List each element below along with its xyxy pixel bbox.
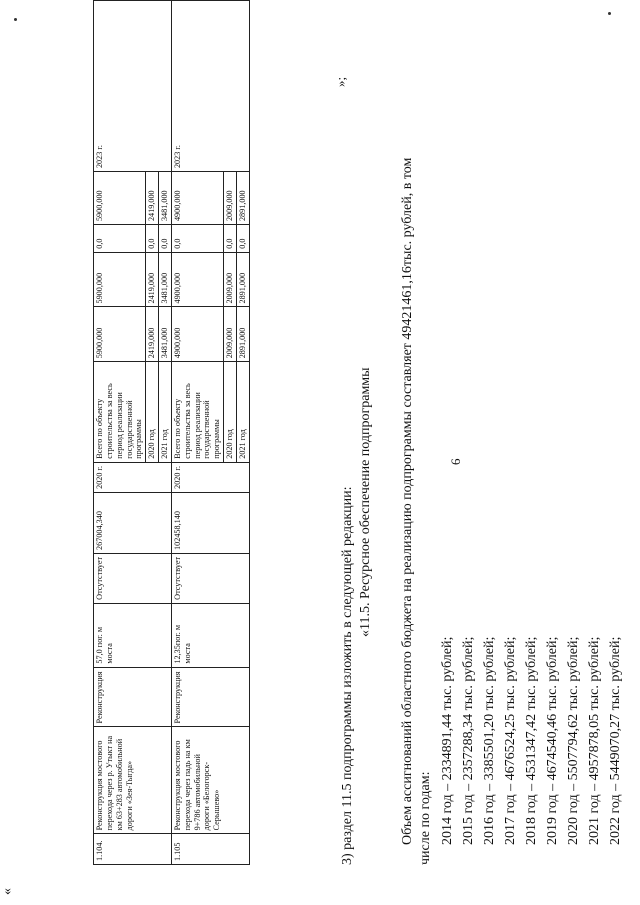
scan-speck	[14, 18, 17, 21]
year-line: 2015 год – 2357288,34 тыс. рублей;	[461, 636, 476, 845]
regional-value: 2891,000	[236, 252, 249, 307]
year-line: 2019 год – 4674540,46 тыс. рублей;	[545, 636, 560, 845]
paragraph-line: Объем ассигнований областного бюджета на реализацию подпрограммы составляет 49421461,16тыс. рублей, в том	[400, 157, 415, 845]
fund-value: 2009,000	[224, 172, 237, 225]
year-line: 2016 год – 3385501,20 тыс. рублей;	[482, 636, 497, 845]
start-year: 2020 г.	[94, 462, 172, 492]
total-value: 4900,000	[171, 307, 223, 362]
period-label: 2020 год	[146, 362, 159, 462]
federal-value: 0,0	[236, 225, 249, 253]
empty-cell	[236, 1, 249, 172]
capacity: 12,35пог. м моста	[171, 603, 249, 667]
year-line: 2014 год – 2334891,44 тыс. рублей;	[440, 636, 455, 845]
row-number: 1.105	[171, 834, 249, 865]
period-label: Всего по объекту строительства за весь период реализации государственной программы	[171, 362, 223, 462]
regional-value: 4900,000	[171, 252, 223, 307]
object-name: Реконструкция мостового перехода через падь на км 9+786 автомобильной дороги «Белогорск-Серышево»	[171, 727, 249, 834]
open-quote: «	[0, 888, 15, 895]
objects-table	[93, 0, 250, 865]
period-label: Всего по объекту строительства за весь период реализации государственной программы	[94, 362, 146, 462]
estimated-cost: 102458,140	[171, 492, 249, 553]
period-label: 2020 год	[224, 362, 237, 462]
fund-value: 5900,000	[94, 172, 146, 225]
table-row	[94, 1, 146, 865]
section-instruction: 3) раздел 11.5 подпрограммы изложить в следующей редакции:	[340, 486, 355, 865]
fund-value: 2419,000	[146, 172, 159, 225]
work-type: Реконструкция	[171, 667, 249, 727]
total-value: 5900,000	[94, 307, 146, 362]
federal-value: 0,0	[224, 225, 237, 253]
fund-value: 3481,000	[159, 172, 172, 225]
federal-value: 0,0	[94, 225, 146, 253]
total-value: 2891,000	[236, 307, 249, 362]
regional-value: 2419,000	[146, 252, 159, 307]
regional-value: 2009,000	[224, 252, 237, 307]
period-label: 2021 год	[236, 362, 249, 462]
year-line: 2018 год – 4531347,42 тыс. рублей;	[524, 636, 539, 845]
object-name: Реконструкция мостового перехода через р. Утыкт на км 63+283 автомобильной дороги «Зея-Тыгда»	[94, 727, 172, 834]
capacity: 57,0 пог. м моста	[94, 603, 172, 667]
paragraph-line: числе по годам:	[418, 771, 433, 865]
row-number: 1.104.	[94, 834, 172, 865]
estimated-cost: 267004,340	[94, 492, 172, 553]
regional-value: 5900,000	[94, 252, 146, 307]
table-row	[171, 1, 223, 865]
year-line: 2022 год – 5449070,27 тыс. рублей;	[608, 636, 623, 845]
empty-cell	[146, 1, 159, 172]
year-line: 2020 год – 5507794,62 тыс. рублей;	[566, 636, 581, 845]
close-quote: »;	[333, 76, 348, 87]
federal-value: 0,0	[159, 225, 172, 253]
scan-speck	[608, 12, 611, 15]
absent-cell: Отсутствует	[94, 553, 172, 603]
year-line: 2017 год – 4676524,25 тыс. рублей;	[503, 636, 518, 845]
total-value: 2009,000	[224, 307, 237, 362]
work-type: Реконструкция	[94, 667, 172, 727]
empty-cell	[159, 1, 172, 172]
federal-value: 0,0	[171, 225, 223, 253]
end-year: 2023 г.	[171, 1, 223, 172]
federal-value: 0,0	[146, 225, 159, 253]
fund-value: 2891,000	[236, 172, 249, 225]
empty-cell	[224, 1, 237, 172]
year-line: 2021 год – 4957878,05 тыс. рублей;	[587, 636, 602, 845]
start-year: 2020 г.	[171, 462, 249, 492]
total-value: 3481,000	[159, 307, 172, 362]
period-label: 2021 год	[159, 362, 172, 462]
total-value: 2419,000	[146, 307, 159, 362]
regional-value: 3481,000	[159, 252, 172, 307]
end-year: 2023 г.	[94, 1, 146, 172]
section-title: «11.5. Ресурсное обеспечение подпрограммы	[358, 367, 373, 637]
absent-cell: Отсутствует	[171, 553, 249, 603]
fund-value: 4900,000	[171, 172, 223, 225]
page-number: 6	[448, 458, 463, 465]
